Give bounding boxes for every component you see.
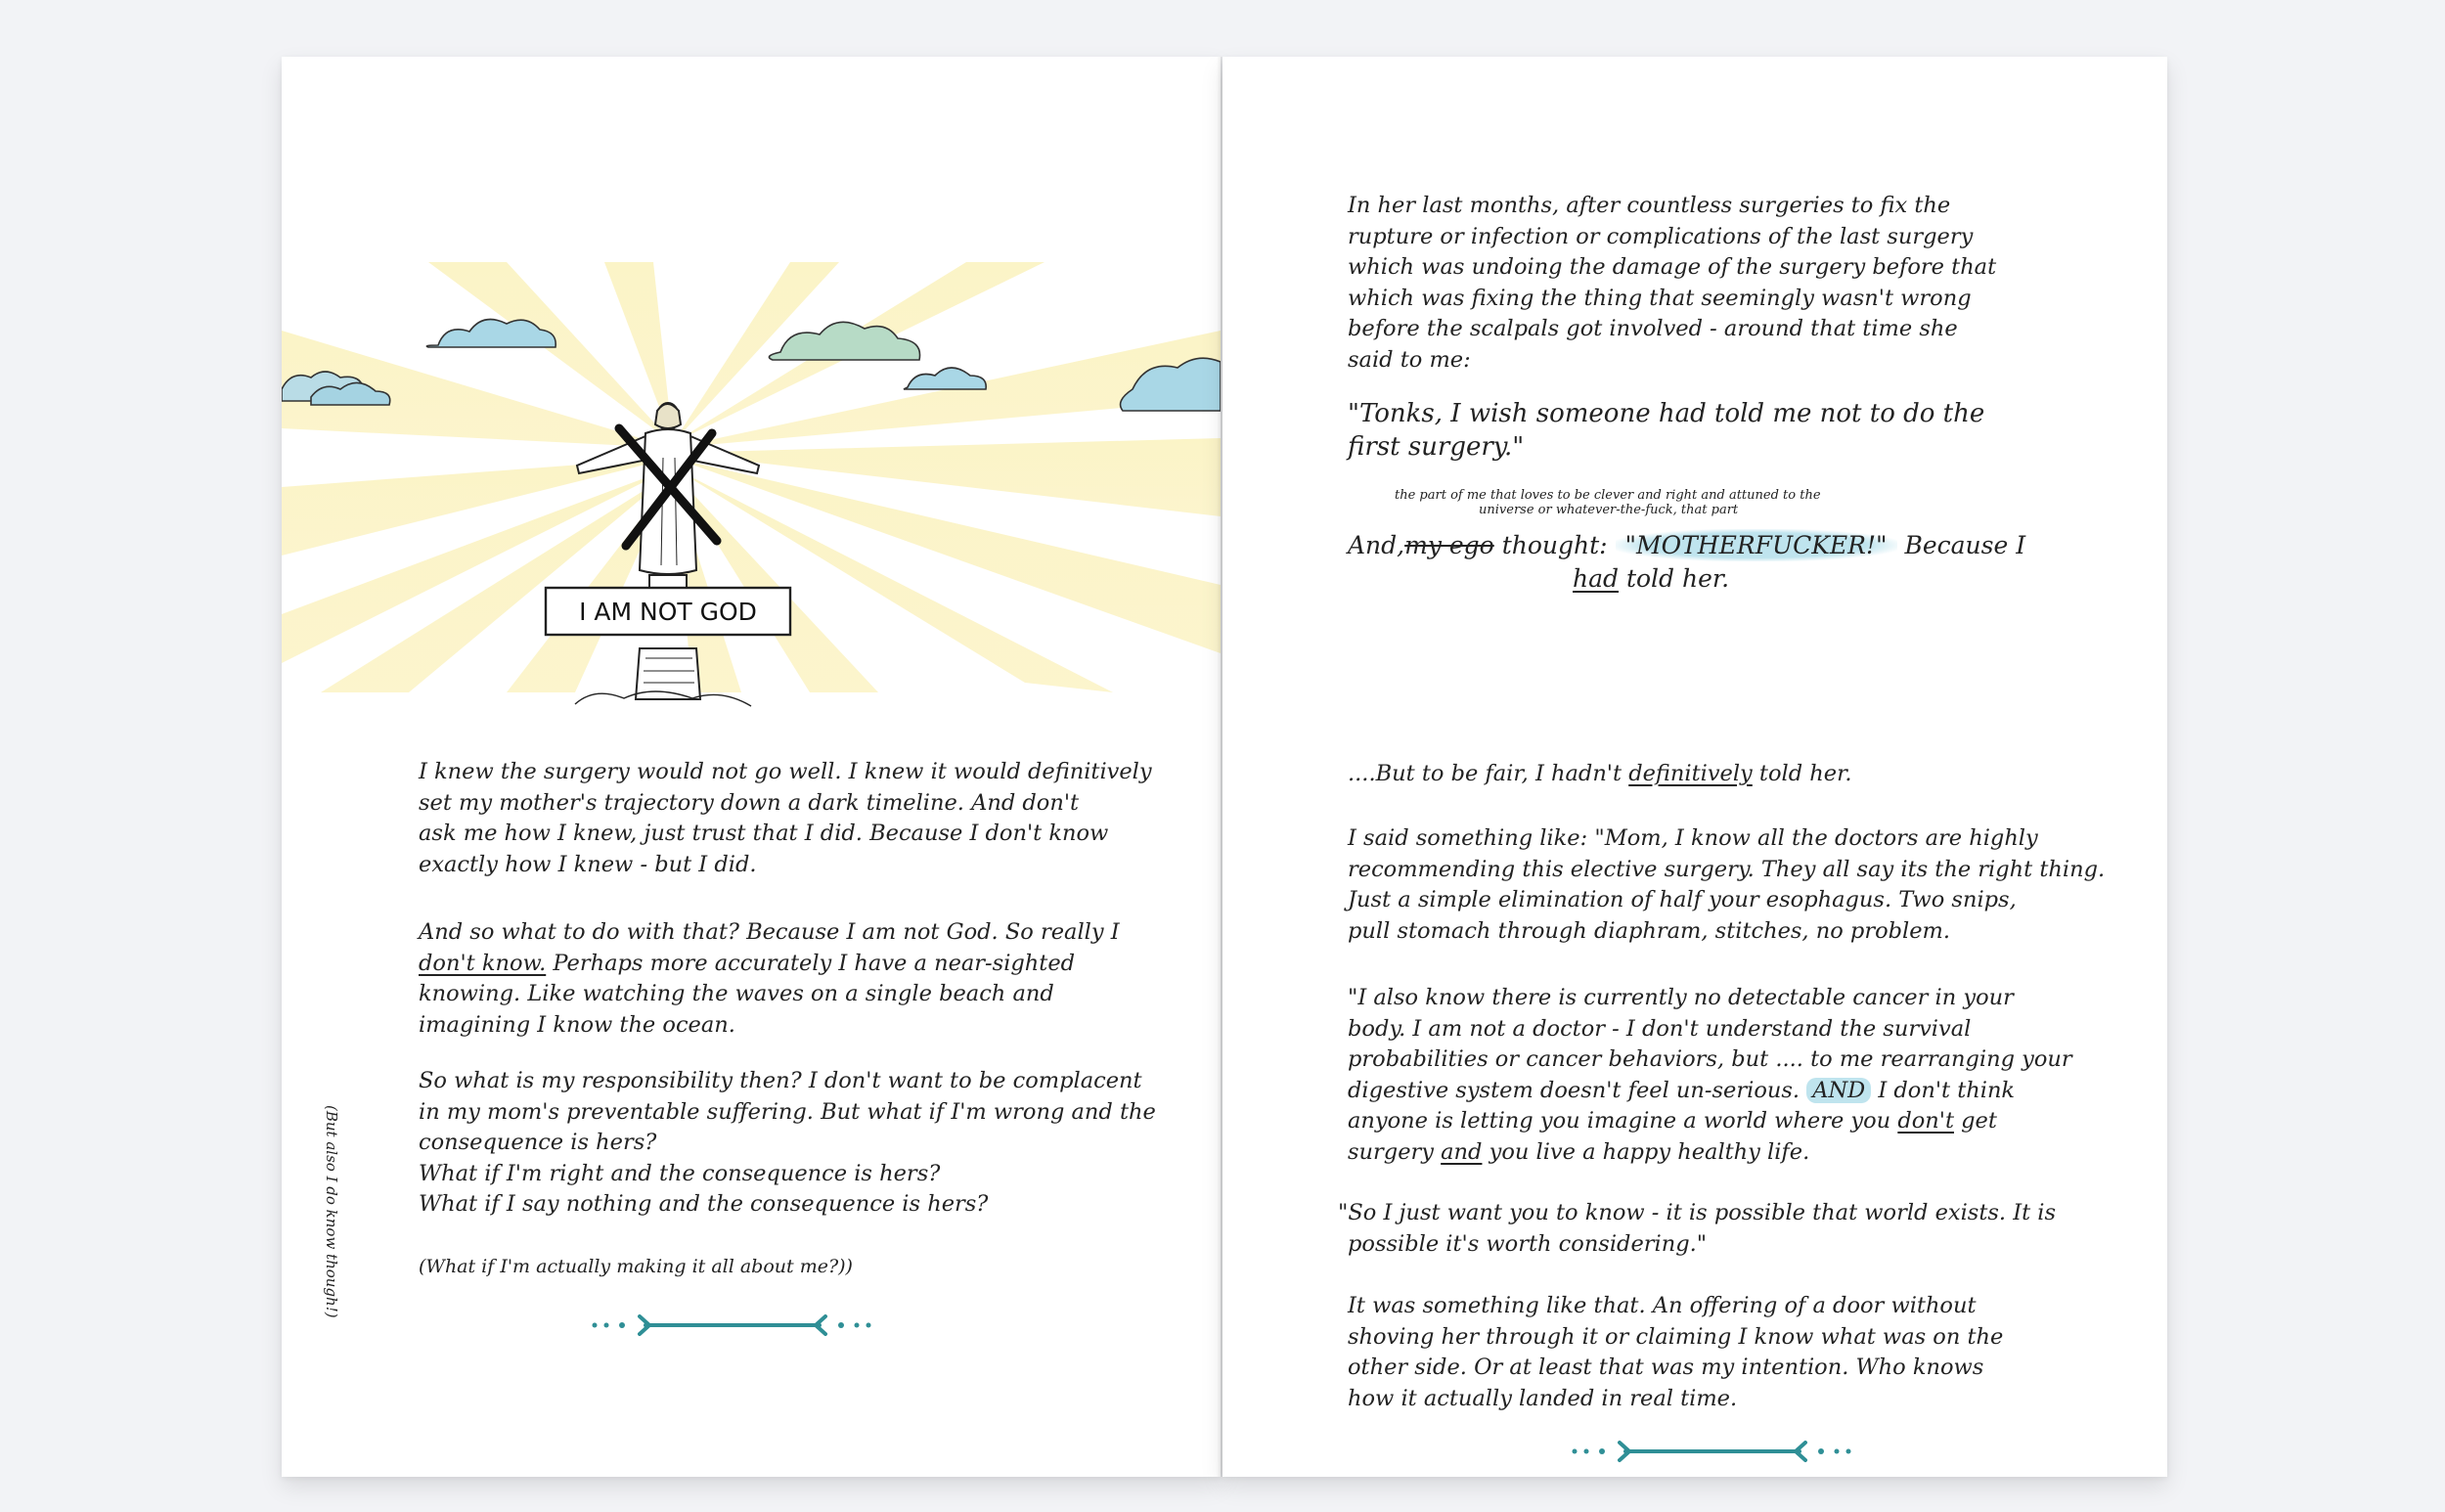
and-underlined: and [1441,1138,1483,1165]
text-line: recommending this elective surgery. They all say its the right thing. [1348,856,2106,882]
sign [546,588,790,635]
text-span: you live a happy healthy life. [1482,1138,1810,1165]
right-paragraph-3 [1348,529,2025,596]
text-line: What if I say nothing and the consequence is hers? [419,1191,989,1217]
text-line: knowing. Like watching the waves on a single beach and [419,981,1054,1006]
insert-note-line: universe or whatever-the-fuck, that part [1479,503,1739,517]
text-line: Just a simple elimination of half your esophagus. Two snips, [1348,887,2017,912]
right-paragraph-8 [1348,1291,2003,1414]
text-line: how it actually landed in real time. [1348,1385,1738,1411]
left-paragraph-2 [419,917,1120,1041]
text-line: other side. Or at least that was my intention. Who knows [1348,1355,1984,1380]
text-span: I don't think [1871,1077,2016,1103]
text-span: digestive system doesn't feel un-serious. [1348,1077,1807,1103]
text-line [1348,529,2025,562]
text-line [1348,562,2025,596]
text-line: shoving her through it or claiming I know what was on the [1348,1323,2004,1350]
right-paragraph-6 [1348,983,2072,1168]
text-line: before the scalpals got involved - around that time she [1348,316,1958,341]
text-line: which was undoing the damage of the surgery before that [1348,254,1997,280]
text-line: imagining I know the ocean. [419,1011,735,1038]
divider-flourish [1565,1439,1858,1464]
text-line: which was fixing the thing that seemingly wasn't wrong [1348,285,1972,311]
right-paragraph-5 [1348,823,2105,947]
left-paragraph-1 [419,757,1152,880]
text-line: pull stomach through diaphram, stitches, no problem. [1348,917,1951,944]
text-line: "So I just want you to know - it is possible that world exists. It is [1338,1200,2057,1225]
text-line: What if I'm right and the consequence is hers? [419,1160,941,1186]
text-span: Perhaps more accurately I have a near-sighted [546,950,1076,976]
left-paragraph-4: (What if I'm actually making it all about me?)) [419,1256,853,1277]
left-paragraph-3 [419,1066,1156,1221]
right-page [1222,57,2167,1477]
text-line [1348,759,1852,790]
left-page [282,57,1221,1477]
text-span: ....But to be fair, I hadn't [1348,761,1629,786]
text-line: I knew the surgery would not go well. I knew it would definitively [419,759,1152,784]
side-note: (But also I do know though!) [323,1105,340,1318]
text-line: It was something like that. An offering of a door without [1348,1293,1977,1318]
text-span: told her. [1752,761,1852,786]
text-line: consequence is hers? [419,1130,657,1155]
text-line: ask me how I knew, just trust that I did. Because I don't know [419,821,1109,846]
right-paragraph-4 [1348,759,1852,790]
right-paragraph-1 [1348,191,1996,376]
text-line [419,949,1120,980]
right-paragraph-7 [1338,1198,2056,1260]
text-span: get [1954,1108,1997,1134]
insert-note [1391,488,1821,517]
text-span: Because I [1896,531,2026,559]
highlighted-exclamation: "MOTHERFUCKER!" [1616,529,1897,561]
text-span: told her. [1619,564,1730,593]
text-line: I said something like: "Mom, I know all the doctors are highly [1348,825,2038,851]
text-line: first surgery." [1348,432,1525,462]
text-line: In her last months, after countless surgeries to fix the [1348,193,1951,218]
text-line: "I also know there is currently no detectable cancer in your [1348,985,2014,1010]
divider-flourish [585,1312,878,1338]
sign-text: I AM NOT GOD [579,598,757,626]
text-span: And, [1348,531,1405,559]
insert-note-line: the part of me that loves to be clever and right and attuned to the [1395,488,1821,503]
dont-know-underlined: don't know. [419,950,547,976]
struck-text: my ego [1404,531,1494,559]
dont-underlined: don't [1897,1108,1954,1134]
text-line: So what is my responsibility then? I don't want to be complacent [419,1068,1142,1093]
text-line: in my mom's preventable suffering. But what if I'm wrong and the [419,1098,1156,1125]
text-line: said to me: [1348,346,1471,373]
text-span: surgery [1348,1138,1442,1165]
text-line: set my mother's trajectory down a dark timeline. And don't [419,789,1080,816]
text-line: "Tonks, I wish someone had told me not to do the [1348,399,1985,428]
text-span: thought: [1493,531,1616,559]
right-quote-1 [1348,397,1984,464]
definitively-underlined: definitively [1628,761,1753,786]
text-line [1348,1076,2072,1107]
text-line: And so what to do with that? Because I am not God. So really I [419,919,1120,945]
text-line: possible it's worth considering." [1348,1230,1708,1257]
text-line: exactly how I knew - but I did. [419,851,757,877]
text-line [1348,1106,2072,1137]
text-line [1348,1137,2072,1169]
text-span: anyone is letting you imagine a world where you [1348,1108,1898,1134]
and-highlighted: AND [1806,1078,1871,1103]
had-underlined: had [1573,564,1620,593]
text-line: rupture or infection or complications of the last surgery [1348,223,1974,249]
text-line: probabilities or cancer behaviors, but .... to me rearranging your [1348,1046,2072,1072]
statue-illustration [282,262,1221,712]
text-line: body. I am not a doctor - I don't understand the survival [1348,1015,1972,1042]
